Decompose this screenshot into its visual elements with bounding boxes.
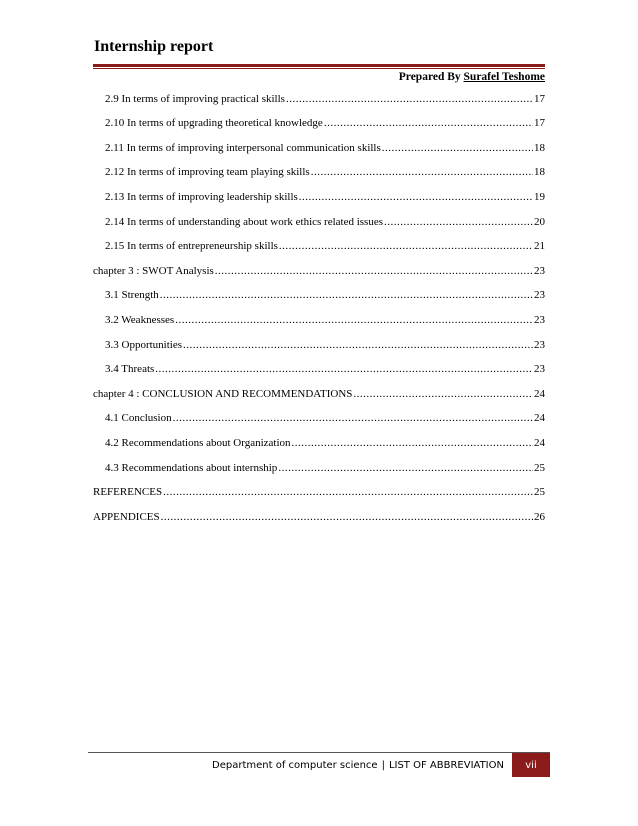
toc-entry[interactable] bbox=[93, 481, 545, 506]
toc-entry[interactable] bbox=[93, 259, 545, 284]
toc-leader-dots bbox=[279, 240, 533, 253]
toc-entry-label: 2.9 In terms of improving practical skills bbox=[105, 92, 285, 105]
toc-entry[interactable] bbox=[93, 136, 545, 161]
toc-entry[interactable] bbox=[93, 358, 545, 383]
header-divider bbox=[93, 64, 545, 69]
toc-entry-label: 2.15 In terms of entrepreneurship skills bbox=[105, 240, 278, 253]
toc-entry[interactable] bbox=[93, 505, 545, 530]
toc-leader-dots bbox=[215, 265, 533, 278]
prepared-by bbox=[399, 71, 545, 83]
toc-entry[interactable] bbox=[93, 407, 545, 432]
toc-entry-page: 24 bbox=[534, 412, 545, 425]
toc-entry[interactable] bbox=[93, 185, 545, 210]
toc-entry-label: 3.4 Threats bbox=[105, 363, 155, 376]
toc-entry-page: 23 bbox=[534, 363, 545, 376]
toc-leader-dots bbox=[292, 437, 533, 450]
toc-entry[interactable] bbox=[93, 333, 545, 358]
toc-entry[interactable] bbox=[93, 112, 545, 137]
toc-entry[interactable] bbox=[93, 87, 545, 112]
toc-leader-dots bbox=[299, 191, 533, 204]
toc-leader-dots bbox=[382, 142, 533, 155]
toc-entry-page: 25 bbox=[534, 461, 545, 474]
toc-leader-dots bbox=[353, 388, 533, 401]
footer-text bbox=[212, 753, 512, 777]
toc-entry-label: chapter 3 : SWOT Analysis bbox=[93, 264, 214, 277]
toc-entry-label: 4.2 Recommendations about Organization bbox=[105, 436, 291, 449]
document-title: Internship report bbox=[94, 38, 214, 55]
toc-entry-label: 3.1 Strength bbox=[105, 289, 159, 302]
prepared-by-label: Prepared By bbox=[398, 71, 461, 83]
toc-entry-page: 24 bbox=[534, 387, 545, 400]
footer-department: Department of computer science bbox=[212, 759, 378, 771]
toc-leader-dots bbox=[324, 117, 533, 130]
toc-entry[interactable] bbox=[93, 456, 545, 481]
page-number: vii bbox=[512, 753, 550, 777]
toc-leader-dots bbox=[384, 216, 533, 229]
toc-entry[interactable] bbox=[93, 308, 545, 333]
table-of-contents bbox=[93, 87, 545, 530]
toc-entry-label: 3.3 Opportunities bbox=[105, 338, 182, 351]
toc-entry-page: 23 bbox=[534, 338, 545, 351]
toc-entry-page: 21 bbox=[534, 240, 545, 253]
toc-entry-label: 2.11 In terms of improving interpersonal communication skills bbox=[105, 141, 381, 154]
toc-leader-dots bbox=[278, 462, 533, 475]
toc-leader-dots bbox=[173, 412, 533, 425]
toc-entry-page: 19 bbox=[534, 190, 545, 203]
toc-entry[interactable] bbox=[93, 210, 545, 235]
author-name: Surafel Teshome bbox=[463, 71, 545, 83]
toc-entry-label: 4.1 Conclusion bbox=[105, 412, 172, 425]
toc-entry-label: REFERENCES bbox=[93, 486, 163, 499]
toc-entry-label: 2.10 In terms of upgrading theoretical knowledge bbox=[105, 117, 323, 130]
toc-entry-page: 20 bbox=[534, 215, 545, 228]
toc-entry-label: 4.3 Recommendations about internship bbox=[105, 461, 278, 474]
toc-leader-dots bbox=[160, 289, 533, 302]
toc-entry[interactable] bbox=[93, 431, 545, 456]
footer-section: LIST OF ABBREVIATION bbox=[388, 759, 504, 771]
toc-entry-page: 24 bbox=[534, 436, 545, 449]
toc-leader-dots bbox=[183, 339, 533, 352]
toc-entry[interactable] bbox=[93, 161, 545, 186]
toc-leader-dots bbox=[286, 93, 533, 106]
page-footer bbox=[88, 753, 550, 777]
toc-entry-label: 2.12 In terms of improving team playing skills bbox=[105, 166, 310, 179]
toc-leader-dots bbox=[161, 511, 533, 524]
toc-entry[interactable] bbox=[93, 284, 545, 309]
toc-entry-page: 17 bbox=[534, 117, 545, 130]
toc-entry-page: 23 bbox=[534, 313, 545, 326]
toc-leader-dots bbox=[163, 486, 533, 499]
toc-entry[interactable] bbox=[93, 382, 545, 407]
toc-entry-page: 26 bbox=[534, 510, 545, 523]
toc-entry-label: chapter 4 : CONCLUSION AND RECOMMENDATIONS bbox=[93, 387, 353, 400]
toc-entry-label: 2.13 In terms of improving leadership skills bbox=[105, 190, 298, 203]
toc-entry-page: 18 bbox=[534, 166, 545, 179]
toc-leader-dots bbox=[175, 314, 533, 327]
toc-entry-label: APPENDICES bbox=[93, 510, 160, 523]
toc-entry-page: 25 bbox=[534, 486, 545, 499]
toc-leader-dots bbox=[155, 363, 533, 376]
toc-entry-page: 23 bbox=[534, 264, 545, 277]
toc-leader-dots bbox=[311, 166, 533, 179]
footer-separator: | bbox=[381, 759, 385, 771]
toc-entry[interactable] bbox=[93, 235, 545, 260]
toc-entry-page: 18 bbox=[534, 141, 545, 154]
toc-entry-page: 23 bbox=[534, 289, 545, 302]
toc-entry-page: 17 bbox=[534, 92, 545, 105]
toc-entry-label: 3.2 Weaknesses bbox=[105, 313, 175, 326]
toc-entry-label: 2.14 In terms of understanding about work ethics related issues bbox=[105, 215, 383, 228]
